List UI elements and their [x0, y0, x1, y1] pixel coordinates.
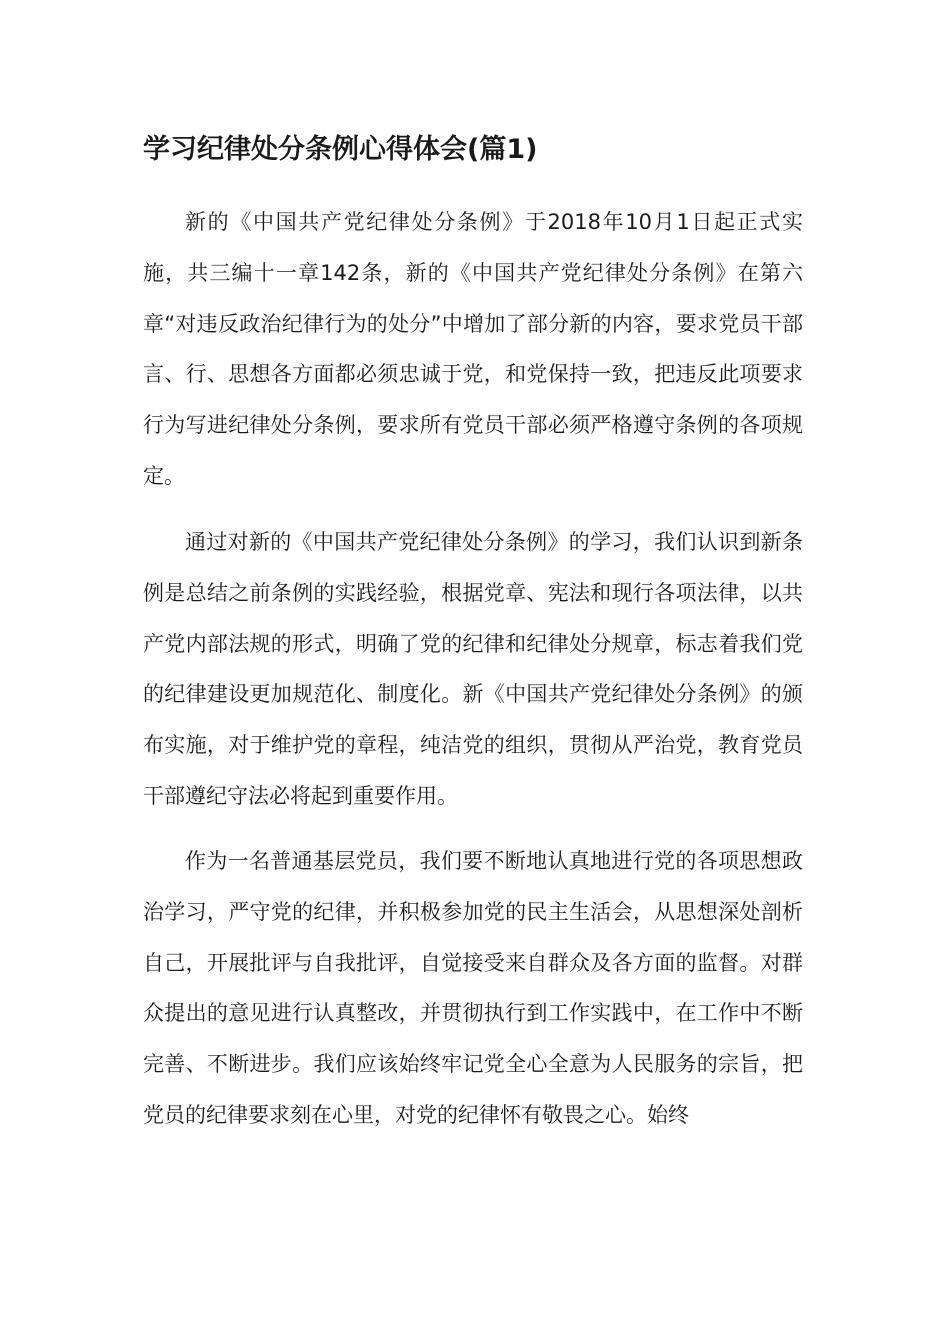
- paragraph-3: 作为一名普通基层党员，我们要不断地认真地进行党的各项思想政治学习，严守党的纪律，并积极参加党的民主生活会，从思想深处剖析自己，开展批评与自我批评，自觉接受来自群众及各方面的监督。对群众提出的意见进行认真整改，并贯彻执行到工作实践中，在工作中不断完善、不断进步。我们应该始终牢记党全心全意为人民服务的宗旨，把党员的纪律要求刻在心里，对党的纪律怀有敬畏之心。始终: [143, 849, 803, 1127]
- paragraph-2: 通过对新的《中国共产党纪律处分条例》的学习，我们认识到新条例是总结之前条例的实践经验，根据党章、宪法和现行各项法律，以共产党内部法规的形式，明确了党的纪律和纪律处分规章，标志着我们党的纪律建设更加规范化、制度化。新《中国共产党纪律处分条例》的颁布实施，对于维护党的章程，纯洁党的组织，贯彻从严治党，教育党员干部遵纪守法必将起到重要作用。: [143, 530, 803, 808]
- document-title: 学习纪律处分条例心得体会(篇1): [143, 134, 538, 165]
- paragraph-1: 新的《中国共产党纪律处分条例》于2018年10月1日起正式实施，共三编十一章142条，新的《中国共产党纪律处分条例》在第六章“对违反政治纪律行为的处分”中增加了部分新的内容，要求党员干部言、行、思想各方面都必须忠诚于党，和党保持一致，把违反此项要求行为写进纪律处分条例，要求所有党员干部必须严格遵守条例的各项规定。: [143, 210, 803, 488]
